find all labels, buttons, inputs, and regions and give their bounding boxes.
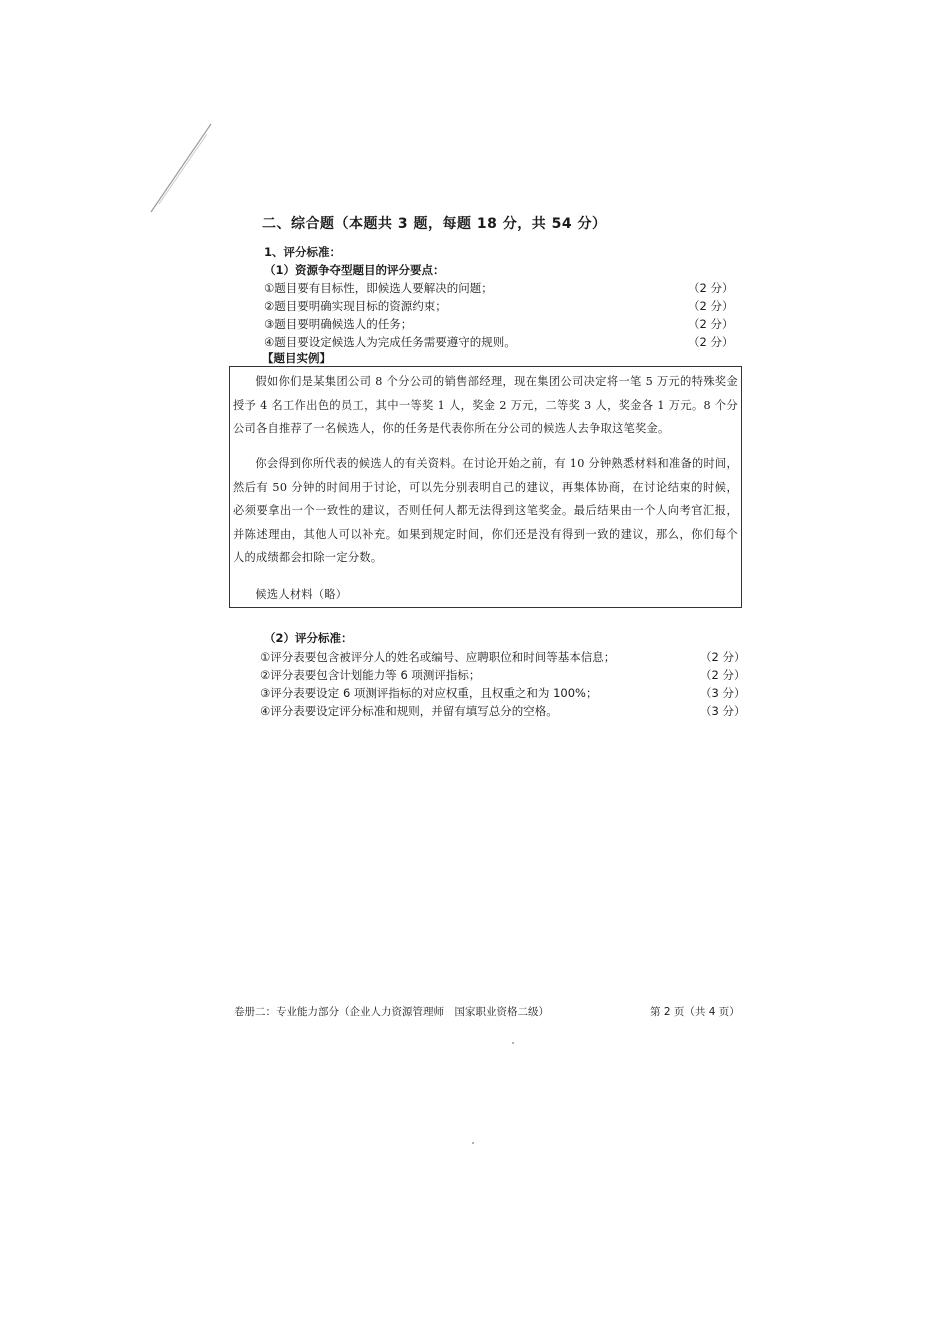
scan-artifact-line xyxy=(145,120,225,220)
part-1-item-3: ③题目要明确候选人的任务； xyxy=(264,317,413,331)
part-1-item-4: ④题目要设定候选人为完成任务需要遵守的规则。 xyxy=(264,335,516,349)
question-1-label: 1、评分标准： xyxy=(264,245,342,259)
part-1-item-2: ②题目要明确实现目标的资源约束； xyxy=(264,299,447,313)
part-2-item-2: ②评分表要包含计划能力等 6 项测评指标； xyxy=(260,668,481,682)
example-paragraph-2: 你会得到你所代表的候选人的有关资料。在讨论开始之前，有 10 分钟熟悉材料和准备的时间，然后有 50 分钟的时间用于讨论，可以先分别表明自己的建议，再集体协商，在讨论结束的时候，必须要拿出一个一致性的建议，否则任何人都无法得到这笔奖金。最后结果由一个人向考官汇报，并陈述理由，其他人可以补充。如果到规定时间，你们还是没有得到一致的建议，那么，你们每个人的成绩都会扣除一定分数。 xyxy=(233,457,738,564)
part-1-title: （1）资源争夺型题目的评分要点： xyxy=(264,263,445,277)
part-2-item-1: ①评分表要包含被评分人的姓名或编号、应聘职位和时间等基本信息； xyxy=(260,650,616,664)
part-1-score-2: （2 分） xyxy=(688,299,734,313)
part-2-item-3: ③评分表要设定 6 项测评指标的对应权重，且权重之和为 100%； xyxy=(260,686,598,700)
part-1-score-4: （2 分） xyxy=(688,335,734,349)
part-2-score-1: （2 分） xyxy=(700,650,746,664)
part-1-item-1: ①题目要有目标性，即候选人要解决的问题； xyxy=(264,281,493,295)
part-2-score-2: （2 分） xyxy=(700,668,746,682)
scan-speck xyxy=(472,1142,474,1144)
part-2-score-4: （3 分） xyxy=(700,704,746,718)
example-paragraph-3: 候选人材料（略） xyxy=(255,588,348,601)
example-title: 【题目实例】 xyxy=(262,351,331,365)
footer-page-number: 第 2 页（共 4 页） xyxy=(650,1006,740,1018)
part-2-score-3: （3 分） xyxy=(700,686,746,700)
part-1-score-1: （2 分） xyxy=(688,281,734,295)
scan-speck xyxy=(512,1042,514,1044)
part-1-score-3: （2 分） xyxy=(688,317,734,331)
section-heading: 二、综合题（本题共 3 题，每题 18 分，共 54 分） xyxy=(262,216,607,232)
part-2-item-4: ④评分表要设定评分标准和规则，并留有填写总分的空格。 xyxy=(260,704,558,718)
example-paragraph-1: 假如你们是某集团公司 8 个分公司的销售部经理，现在集团公司决定将一笔 5 万元的特殊奖金授予 4 名工作出色的员工，其中一等奖 1 人，奖金 2 万元，二等奖 3 人，奖金各 1 万元。8 个分公司各自推荐了一名候选人，你的任务是代表你所在分公司的候选人去争取这笔奖金。 xyxy=(233,375,738,435)
part-2-title: （2）评分标准： xyxy=(264,631,353,645)
footer-volume-info: 卷册二：专业能力部分（企业人力资源管理师 国家职业资格二级） xyxy=(234,1006,549,1018)
